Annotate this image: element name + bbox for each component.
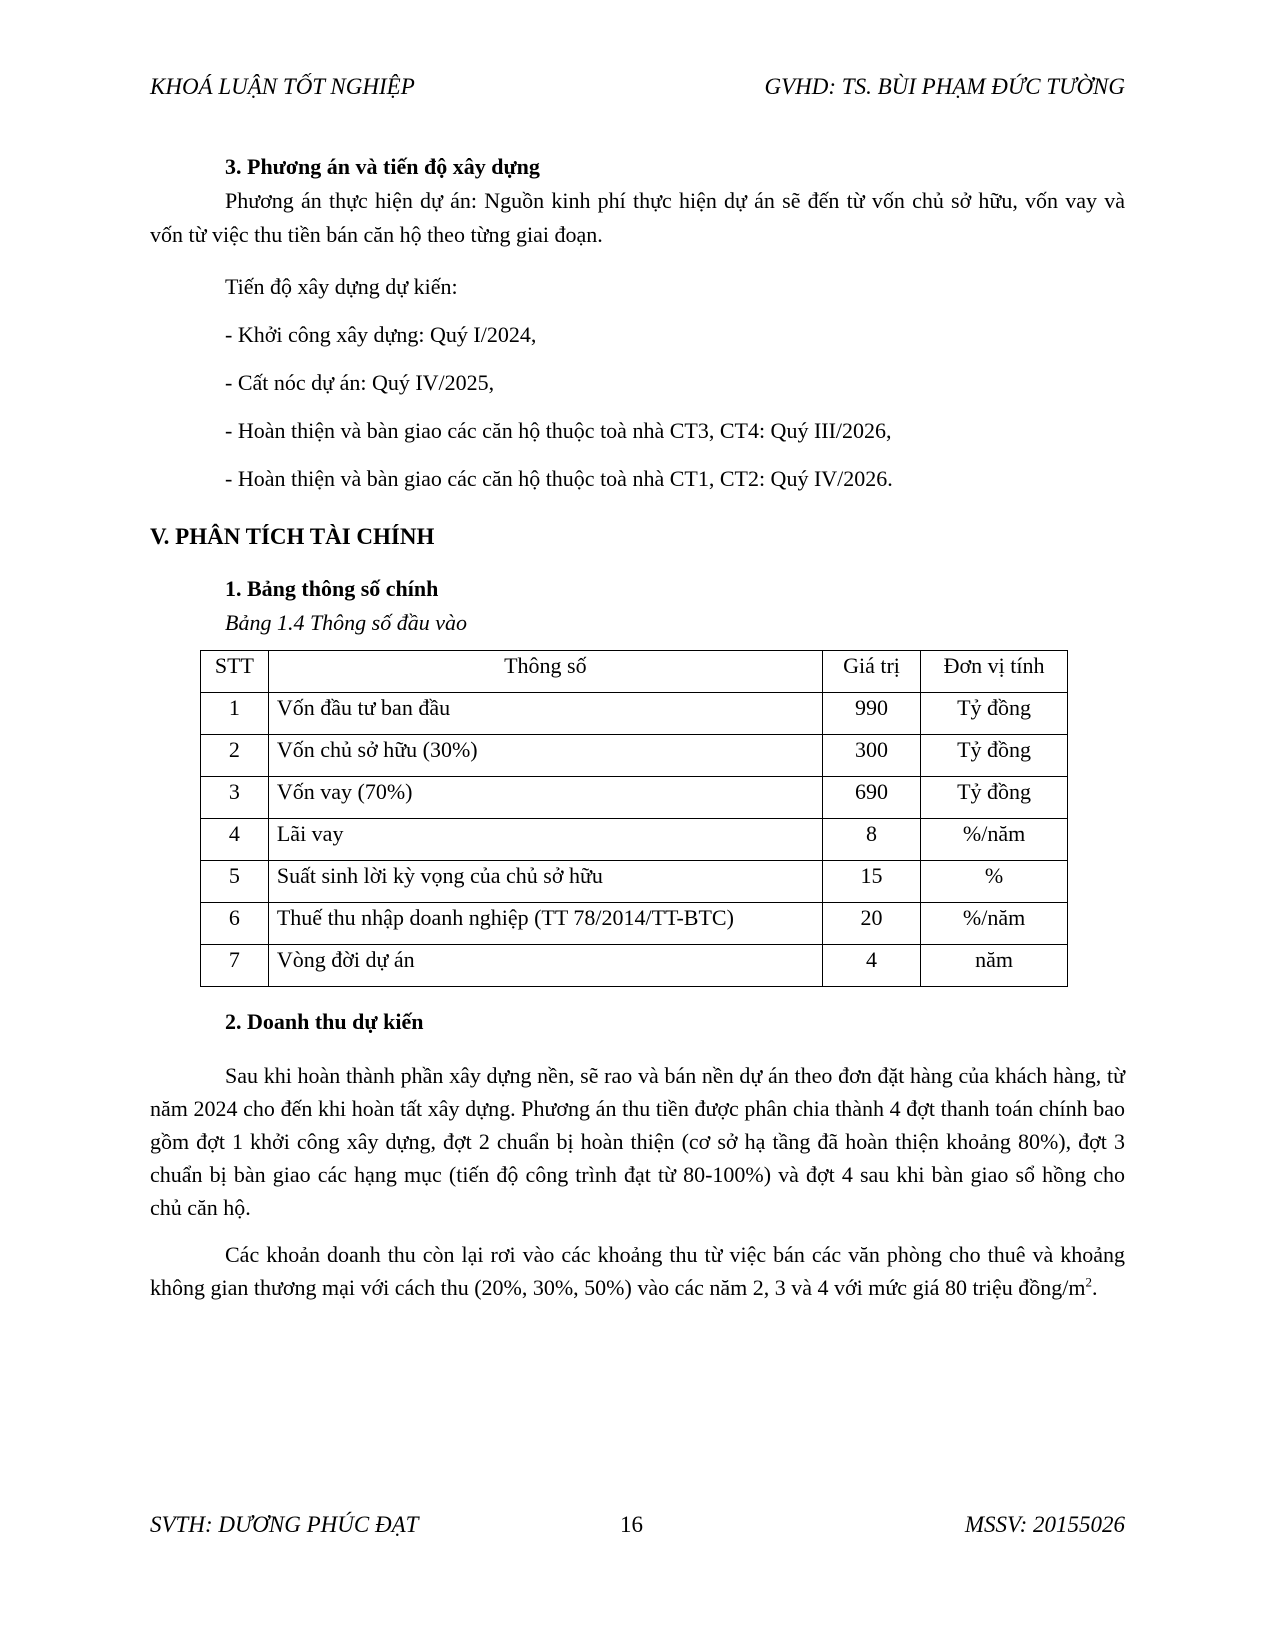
cell-unit: %/năm — [921, 819, 1068, 861]
table-row — [201, 693, 1068, 735]
cell-parameter: Vốn vay (70%) — [268, 777, 822, 819]
cell-unit: năm — [921, 945, 1068, 987]
cell-stt: 3 — [201, 777, 269, 819]
subsection-1-heading: 1. Bảng thông số chính — [225, 576, 439, 601]
table-row — [201, 903, 1068, 945]
section-3-heading: 3. Phương án và tiến độ xây dựng — [225, 154, 540, 179]
revenue-paragraph-2-text: Các khoản doanh thu còn lại rơi vào các khoảng thu từ việc bán các văn phòng cho thuê và khoảng không gian thương mại với cách thu (20%, 30%, 50%) vào các năm 2, 3 và 4 với mức giá 80 triệu đồng/m — [150, 1242, 1125, 1300]
cell-stt: 1 — [201, 693, 269, 735]
column-header: Giá trị — [822, 651, 920, 693]
table-row — [201, 819, 1068, 861]
cell-parameter: Vốn đầu tư ban đầu — [268, 693, 822, 735]
schedule-item: - Cất nóc dự án: Quý IV/2025, — [225, 370, 495, 395]
cell-value: 8 — [822, 819, 920, 861]
cell-unit: Tỷ đồng — [921, 693, 1068, 735]
page-number: 16 — [620, 1512, 643, 1537]
cell-parameter: Lãi vay — [268, 819, 822, 861]
superscript-2: 2 — [1085, 1274, 1092, 1290]
revenue-paragraph-2 — [150, 1238, 1125, 1304]
table-header-row — [201, 651, 1068, 693]
table-caption: Bảng 1.4 Thông số đầu vào — [225, 610, 467, 635]
cell-unit: Tỷ đồng — [921, 735, 1068, 777]
cell-value: 20 — [822, 903, 920, 945]
cell-value: 690 — [822, 777, 920, 819]
footer-left-text: SVTH: DƯƠNG PHÚC ĐẠT — [150, 1512, 419, 1537]
page-body — [150, 150, 1125, 1304]
cell-parameter: Suất sinh lời kỳ vọng của chủ sở hữu — [268, 861, 822, 903]
paragraph-end-punct: . — [1091, 1275, 1098, 1300]
table-row — [201, 777, 1068, 819]
cell-value: 4 — [822, 945, 920, 987]
header-left-text: KHOÁ LUẬN TỐT NGHIỆP — [150, 74, 415, 99]
section-3-paragraph: Phương án thực hiện dự án: Nguồn kinh phí thực hiện dự án sẽ đến từ vốn chủ sở hữu, vốn vay và vốn từ việc thu tiền bán căn hộ theo từng giai đoạn. — [150, 188, 1125, 247]
column-header: Thông số — [268, 651, 822, 693]
cell-stt: 5 — [201, 861, 269, 903]
table-row — [201, 735, 1068, 777]
column-header: Đơn vị tính — [921, 651, 1068, 693]
parameters-table — [200, 650, 1068, 987]
cell-unit: Tỷ đồng — [921, 777, 1068, 819]
cell-stt: 2 — [201, 735, 269, 777]
cell-stt: 4 — [201, 819, 269, 861]
schedule-intro: Tiến độ xây dựng dự kiến: — [225, 274, 458, 299]
header-right-text: GVHD: TS. BÙI PHẠM ĐỨC TƯỜNG — [764, 74, 1125, 99]
cell-value: 15 — [822, 861, 920, 903]
table-row — [201, 861, 1068, 903]
subsection-2-heading: 2. Doanh thu dự kiến — [225, 1009, 424, 1034]
column-header: STT — [201, 651, 269, 693]
cell-parameter: Vòng đời dự án — [268, 945, 822, 987]
cell-value: 300 — [822, 735, 920, 777]
schedule-item: - Khởi công xây dựng: Quý I/2024, — [225, 322, 537, 347]
section-v-heading: V. PHÂN TÍCH TÀI CHÍNH — [150, 524, 435, 549]
cell-value: 990 — [822, 693, 920, 735]
cell-unit: % — [921, 861, 1068, 903]
cell-stt: 7 — [201, 945, 269, 987]
schedule-item: - Hoàn thiện và bàn giao các căn hộ thuộc toà nhà CT1, CT2: Quý IV/2026. — [225, 466, 893, 491]
cell-parameter: Vốn chủ sở hữu (30%) — [268, 735, 822, 777]
cell-parameter: Thuế thu nhập doanh nghiệp (TT 78/2014/TT-BTC) — [268, 903, 822, 945]
revenue-paragraph-1: Sau khi hoàn thành phần xây dựng nền, sẽ rao và bán nền dự án theo đơn đặt hàng của khách hàng, từ năm 2024 cho đến khi hoàn tất xây dựng. Phương án thu tiền được phân chia thành 4 đợt thanh toán chính bao gồm đợt 1 khởi công xây dựng, đợt 2 chuẩn bị hoàn thiện (cơ sở hạ tầng đã hoàn thiện khoảng 80%), đợt 3 chuẩn bị bàn giao các hạng mục (tiến độ công trình đạt từ 80-100%) và đợt 4 sau khi bàn giao sổ hồng cho chủ căn hộ. — [150, 1063, 1125, 1220]
cell-unit: %/năm — [921, 903, 1068, 945]
cell-stt: 6 — [201, 903, 269, 945]
table-row — [201, 945, 1068, 987]
schedule-item: - Hoàn thiện và bàn giao các căn hộ thuộc toà nhà CT3, CT4: Quý III/2026, — [225, 418, 892, 443]
footer-right-text: MSSV: 20155026 — [964, 1512, 1125, 1537]
